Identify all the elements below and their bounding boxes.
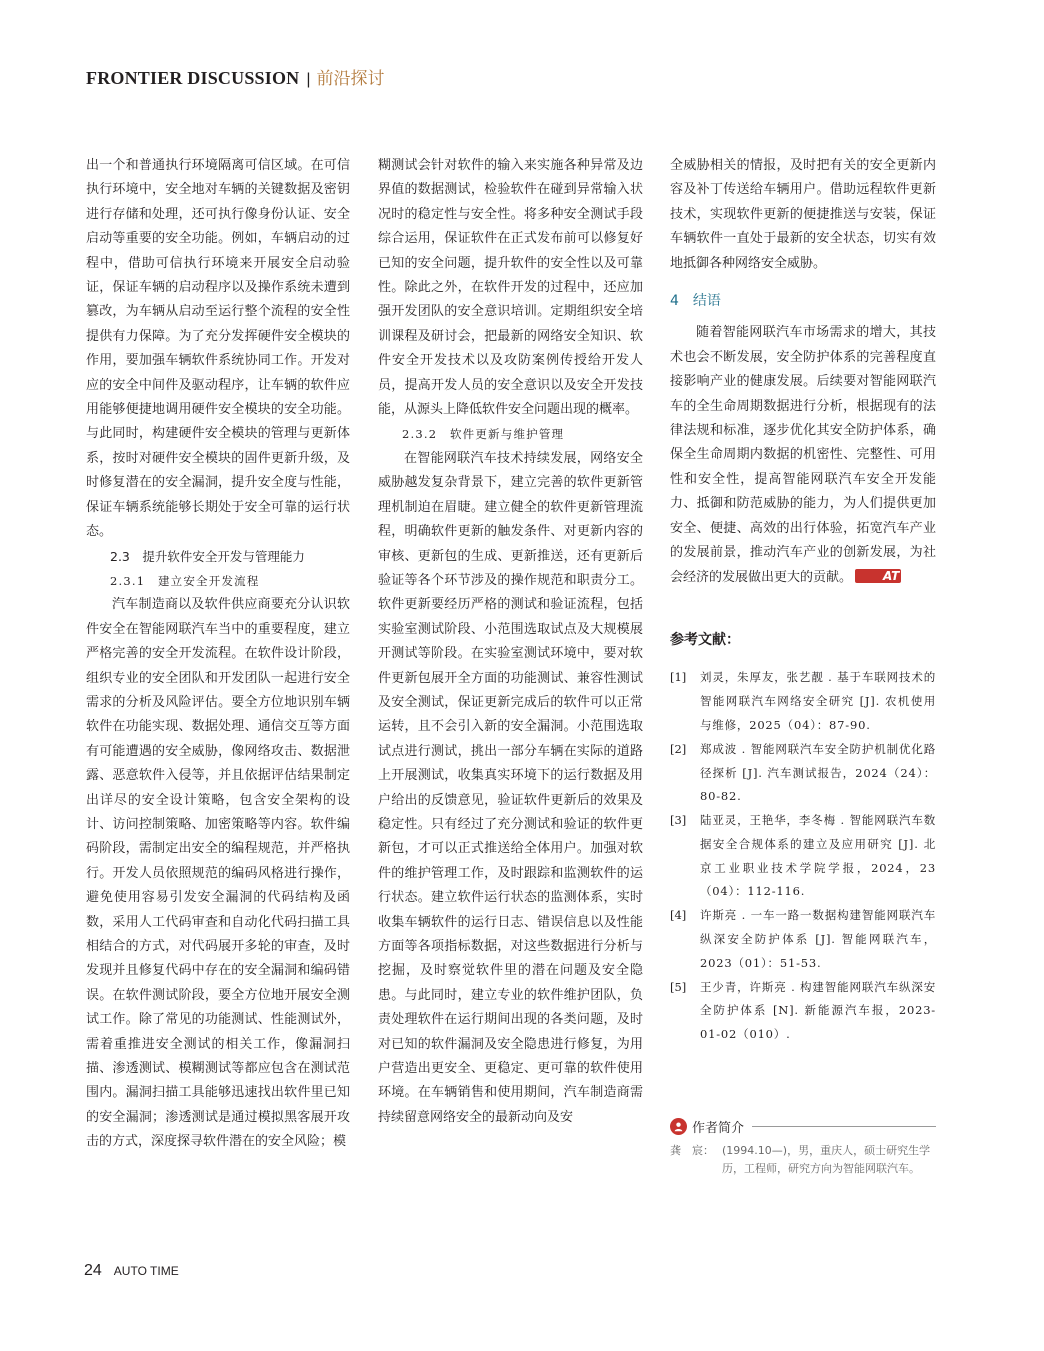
page-number: 24 — [84, 1262, 102, 1279]
col2-paragraph-1: 糊测试会针对软件的输入来实施各种异常及边界值的数据测试，检验软件在碰到异常输入状况时的稳定性与安全性。将多种安全测试手段综合运用，保证软件在正式发布前可以修复好已知的安全问题，提升软件的安全性以及可靠性。除此之外，在软件开发的过程中，还应加强开发团队的安全意识培训。定期组织安全培训课程及研讨会，把最新的网络安全知识、软件安全开发技术以及攻防案例传授给开发人员，提高开发人员的安全意识以及安全开发技能，从源头上降低软件安全问题出现的概率。 — [378, 158, 643, 418]
column-1 — [86, 154, 350, 1155]
reference-text: 许斯亮 . 一车一路一数据构建智能网联汽车纵深安全防护体系 [J]. 智能网联汽车，2023（01）：51-53. — [700, 908, 936, 970]
reference-number: [2] — [670, 741, 687, 756]
reference-item — [670, 904, 936, 975]
column-2 — [378, 154, 643, 1130]
end-mark-logo: AT — [855, 569, 901, 583]
reference-item — [670, 666, 936, 737]
author-bio-body — [670, 1142, 936, 1177]
conclusion-paragraph — [670, 321, 936, 589]
page-footer — [84, 1262, 179, 1280]
author-bio-label: 作者简介 — [692, 1120, 745, 1136]
reference-number: [4] — [670, 908, 687, 923]
section-heading-conclusion: 4 结语 — [670, 293, 721, 310]
reference-text: 刘灵，朱厚友，张艺靓 . 基于车联网技术的智能网联汽车网络安全研究 [J]. 农机使用与维修，2025（04）：87-90. — [700, 670, 936, 732]
page-header — [86, 64, 385, 88]
author-bio-header — [670, 1116, 936, 1136]
author-name: 龚 宸： — [670, 1144, 714, 1157]
reference-number: [5] — [670, 979, 687, 994]
references-title: 参考文献： — [670, 631, 740, 648]
references-list — [670, 666, 936, 1047]
col1-paragraph-1: 出一个和普通执行环境隔离可信区域。在可信执行环境中，安全地对车辆的关键数据及密钥进行存储和处理，还可执行像身份认证、安全启动等重要的安全功能。例如，车辆启动的过程中，借助可信执行环境来开展安全启动验证，保证车辆的启动程序以及操作系统未遭到篡改，为车辆从启动至运行整个流程的安全性提供有力保障。为了充分发挥硬件安全模块的作用，要加强车辆软件系统协同工作。开发对应的安全中间件及驱动程序，让车辆的软件应用能够便捷地调用硬件安全模块的安全功能。与此同时，构建硬件安全模块的管理与更新体系，按时对硬件安全模块的固件更新升级，及时修复潜在的安全漏洞，提升安全度与性能，保证车辆系统能够长期处于安全可靠的运行状态。 — [86, 158, 350, 540]
reference-number: [1] — [670, 670, 687, 685]
conclusion-text: 随着智能网联汽车市场需求的增大，其技术也会不断发展，安全防护体系的完善程度直接影响产业的健康发展。后续要对智能网联汽车的全生命周期数据进行分析，根据现有的法律法规和标准，逐步优化其安全防护体系，确保全生命周期内数据的机密性、完整性、可用性和安全性，提高智能网联汽车安全开发能力、抵御和防范威胁的能力，为人们提供更加安全、便捷、高效的出行体验，拓宽汽车产业的发展前景，推动汽车产业的创新发展，为社会经济的发展做出更大的贡献。 — [670, 325, 936, 585]
subsection-heading-2-3-1: 2.3.1 建立安全开发流程 — [110, 573, 260, 588]
subsection-heading-2-3-2: 2.3.2 软件更新与维护管理 — [402, 427, 565, 442]
section-heading-2-3: 2.3 提升软件安全开发与管理能力 — [110, 548, 305, 564]
header-separator: | — [306, 71, 311, 88]
col3-paragraph-1: 全威胁相关的情报，及时把有关的安全更新内容及补丁传送给车辆用户。借助远程软件更新技术，实现软件更新的便捷推送与安装，保证车辆软件一直处于最新的安全状态，切实有效地抵御各种网络安全威胁。 — [670, 158, 936, 271]
author-bio — [670, 1116, 936, 1177]
col1-paragraph-2: 汽车制造商以及软件供应商要充分认识软件安全在智能网联汽车当中的重要程度，建立严格完善的安全开发流程。在软件设计阶段，组织专业的安全团队和开发团队一起进行安全需求的分析及风险评估。要全方位地识别车辆软件在功能实现、数据处理、通信交互等方面有可能遭遇的安全威胁，像网络攻击、数据泄露、恶意软件入侵等，并且依据评估结果制定出详尽的安全设计策略，包含安全架构的设计、访问控制策略、加密策略等内容。软件编码阶段，需制定出安全的编程规范，并严格执行。开发人员依照规范的编码风格进行操作，避免使用容易引发安全漏洞的代码结构及函数，采用人工代码审查和自动化代码扫描工具相结合的方式，对代码展开多轮的审查，及时发现并且修复代码中存在的安全漏洞和编码错误。在软件测试阶段，要全方位地开展安全测试工作。除了常见的功能测试、性能测试外，需着重推进安全测试的相关工作，像漏洞扫描、渗透测试、模糊测试等都应包含在测试范围内。漏洞扫描工具能够迅速找出软件里已知的安全漏洞；渗透测试是通过模拟黑客展开攻击的方式，深度探寻软件潜在的安全风险；模 — [86, 597, 350, 1150]
reference-number: [3] — [670, 813, 687, 828]
header-title-en: FRONTIER DISCUSSION — [86, 68, 300, 88]
reference-item — [670, 976, 936, 1047]
author-description: (1994.10—)，男，重庆人，硕士研究生学历，工程师，研究方向为智能网联汽车。 — [722, 1144, 931, 1175]
header-title-cn: 前沿探讨 — [316, 69, 385, 89]
person-icon — [670, 1118, 687, 1135]
col2-paragraph-2: 在智能网联汽车技术持续发展，网络安全威胁越发复杂背景下，建立完善的软件更新管理机制迫在眉睫。建立健全的软件更新管理流程，明确软件更新的触发条件、对更新内容的审核、更新包的生成、更新推送，还有更新后验证等各个环节涉及的操作规范和职责分工。软件更新要经历严格的测试和验证流程，包括实验室测试阶段、小范围选取试点及大规模展开测试等阶段。在实验室测试环境中，要对软件更新包展开全方面的功能测试、兼容性测试及安全测试，保证更新完成后的软件可以正常运转，且不会引入新的安全漏洞。小范围选取试点进行测试，挑出一部分车辆在实际的道路上开展测试，收集真实环境下的运行数据及用户给出的反馈意见，验证软件更新后的效果及稳定性。只有经过了充分测试和验证的软件更新包，才可以正式推送给全体用户。加强对软件的维护管理工作，及时跟踪和监测软件的运行状态。建立软件运行状态的监测体系，实时收集车辆软件的运行日志、错误信息以及性能方面等各项指标数据，对这些数据进行分析与挖掘，及时察觉软件里的潜在问题及安全隐患。与此同时，建立专业的软件维护团队，负责处理软件在运行期间出现的各类问题，及时对已知的软件漏洞及安全隐患进行修复，为用户营造出更安全、更稳定、更可靠的软件使用环境。在车辆销售和使用期间，汽车制造商需持续留意网络安全的最新动向及安 — [378, 450, 643, 1125]
reference-text: 陆亚灵，王艳华，李冬梅 . 智能网联汽车数据安全合规体系的建立及应用研究 [J]. 北京工业职业技术学院学报，2024，23（04）：112-116. — [700, 813, 936, 899]
reference-text: 郑成波 . 智能网联汽车安全防护机制优化路径探析 [J]. 汽车测试报告，2024（24）：80-82. — [700, 741, 936, 804]
column-3 — [670, 154, 936, 1047]
reference-text: 王少青，许斯亮 . 构建智能网联汽车纵深安全防护体系 [N]. 新能源汽车报，2023-01-02（010）. — [700, 979, 936, 1042]
author-bio-divider — [752, 1126, 936, 1127]
reference-item — [670, 809, 936, 904]
magazine-name: AUTO TIME — [113, 1264, 179, 1278]
reference-item — [670, 738, 936, 809]
